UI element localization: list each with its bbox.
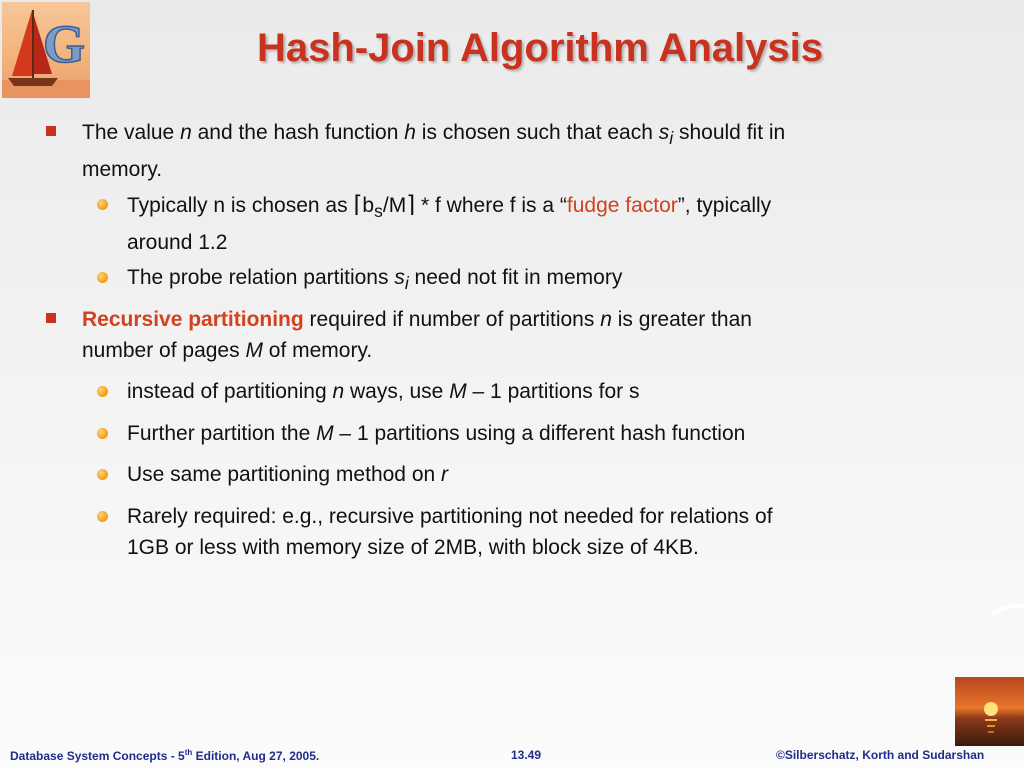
footer-copyright: ©Silberschatz, Korth and Sudarshan: [776, 748, 985, 762]
swoosh-decoration-icon: [990, 600, 1024, 620]
slide-title: Hash-Join Algorithm Analysis: [256, 26, 823, 70]
bullet-2-1: instead of partitioning n ways, use M – 1 partitions for s: [127, 380, 640, 403]
square-bullet-icon: [46, 126, 56, 136]
round-bullet-icon: [97, 511, 108, 522]
bullet-1-2: The probe relation partitions $s_i$ need not fit in memory: [127, 266, 623, 294]
bullet-2-3: Use same partitioning method on r: [127, 463, 449, 486]
footer-book-info: Database System Concepts - 5th Edition, Aug 27, 2005.: [10, 748, 320, 763]
bullet-2: Recursive partitioning required if number of partitions n is greater than number of pages M of memory.: [82, 308, 752, 362]
round-bullet-icon: [97, 386, 108, 397]
round-bullet-icon: [97, 272, 108, 283]
bullet-1-1: Typically n is chosen as $⌈b_s/M⌉$ * f where f is a “fudge factor”, typically around 1.2: [127, 191, 772, 255]
logo-letter: G: [42, 14, 86, 74]
round-bullet-icon: [97, 199, 108, 210]
round-bullet-icon: [97, 469, 108, 480]
footer-page-number: 13.49: [511, 748, 542, 762]
round-bullet-icon: [97, 428, 108, 439]
bullet-1: The value n and the hash function h is chosen such that each $s_i$ should fit in memory.: [82, 121, 786, 182]
bullet-2-4: Rarely required: e.g., recursive partitioning not needed for relations of 1GB or less with memory size of 2MB, with block size of 4KB.: [127, 505, 773, 559]
bullet-2-2: Further partition the M – 1 partitions using a different hash function: [127, 422, 746, 445]
sunset-icon: [955, 677, 1024, 746]
square-bullet-icon: [46, 313, 56, 323]
